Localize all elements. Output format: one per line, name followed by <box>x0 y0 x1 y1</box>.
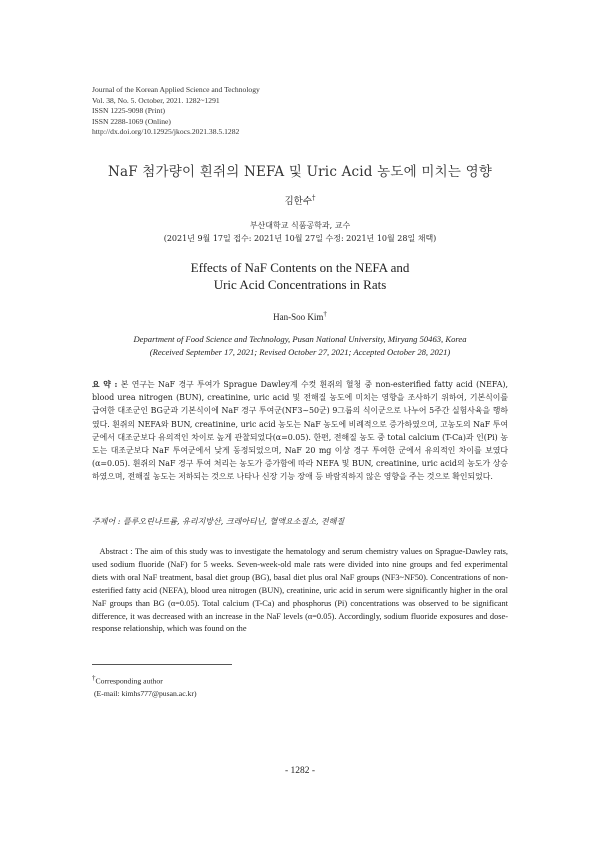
korean-abstract-text: 본 연구는 NaF 경구 투여가 Sprague Dawley계 수컷 흰쥐의 혈청 중 non-esterified fatty acid (NEFA), blood urea nitrogen (BUN), creatinine, uric acid 및 전해질 농도에 미치는 영향을 조사하기 위하여, 기본식이를 급여한 대조군인 BG군과 기본식이에 NaF 경구 투여군(NF3~50군) 9그룹의 식이군으로 나누어 5주간 실험사육을 행하였다. 흰쥐의 NEFA와 BUN, creatinine, uric acid 농도는 NaF 농도에 비례적으로 증가하였으며, 고농도의 NaF 투여군에서 대조군보다 유의적인 차이로 높게 관찰되었다(α=0.05). 한편, 전해질 농도 중 total calcium (T-Ca)과 인(Pi) 농도는 대조군보다 NaF 투여군에서 낮게 동정되었으며, NaF 20 mg 이상 경구 투여한 군에서 유의적인 차이를 보였다(α=0.05). 흰쥐의 NaF 경구 투여 처리는 농도가 증가함에 따라 NEFA 및 BUN, creatinine, uric acid의 농도가 상승하였으며, 전해질 농도는 저하되는 것으로 나타나 신장 기능 장애 등 바람직하지 않은 영향을 주는 것으로 확인되었다. <box>92 380 508 482</box>
footnote-author <box>92 672 197 688</box>
english-author <box>0 310 600 322</box>
korean-title: NaF 첨가량이 흰쥐의 NEFA 및 Uric Acid 농도에 미치는 영향 <box>107 164 493 180</box>
english-affiliation-block <box>0 333 600 358</box>
footnote-email: (E-mail: kimhs777@pusan.ac.kr) <box>94 688 197 698</box>
english-title <box>0 259 600 293</box>
english-author-mark: † <box>323 310 327 318</box>
doi-link[interactable]: http://dx.doi.org/10.12925/jkocs.2021.38.5.1282 <box>92 127 240 137</box>
footnote-label: Corresponding author <box>95 676 163 686</box>
english-title-line2: Uric Acid Concentrations in Rats <box>213 277 387 292</box>
korean-abstract <box>92 378 508 484</box>
english-affiliation: Department of Food Science and Technology, Pusan National University, Miryang 50463, Korea <box>133 334 467 344</box>
issn-online: ISSN 2288-1069 (Online) <box>92 116 171 126</box>
footnote-divider <box>92 664 232 665</box>
korean-abstract-label: 요 약 : <box>92 380 118 389</box>
footnote <box>92 672 197 700</box>
korean-dates: (2021년 9월 17일 접수: 2021년 10월 27일 수정: 2021년 10월 28일 채택) <box>163 233 437 243</box>
korean-affiliation-block <box>0 220 600 245</box>
english-abstract-text: The aim of this study was to investigate the hematology and serum chemistry values on Sprague-Dawley rats, used sodium fluoride (NaF) for 5 weeks. Seven-week-old male rats were divided into nine groups and fed experimental diets with oral NaF treatment, basal diet group (BG), basal diet plus oral NaF groups (NF3~NF50). Concentrations of non-esterified fatty acid (NEFA), blood urea nitrogen (BUN), creatinine, uric acid in serum were significantly higher in the oral NaF groups than BG (α=0.05). Total calcium (T-Ca) and phosphorus (Pi) concentrations was observed to be significant difference, it was decreased with an increase in the NaF levels (α=0.05). Accordingly, sodium fluoride exposures and dose-response relationship, which was found on the <box>92 547 509 634</box>
korean-author-mark: † <box>312 193 316 202</box>
english-author-name: Han-Soo Kim <box>273 312 324 322</box>
english-dates: (Received September 17, 2021; Revised October 27, 2021; Accepted October 28, 2021) <box>149 346 451 357</box>
footnote-mark: † <box>92 674 96 682</box>
korean-author <box>0 193 600 207</box>
journal-volume: Vol. 38, No. 5. October, 2021. 1282~1291 <box>92 95 220 105</box>
page-number: - 1282 - <box>284 766 316 776</box>
journal-name: Journal of the Korean Applied Science and Technology <box>92 85 260 94</box>
korean-author-name: 김한수 <box>284 196 313 207</box>
issn-print: ISSN 1225-9098 (Print) <box>92 106 165 116</box>
english-title-line1: Effects of NaF Contents on the NEFA and <box>190 260 410 275</box>
korean-affiliation: 부산대학교 식품공학과, 교수 <box>249 221 351 230</box>
journal-header <box>92 85 260 138</box>
korean-keywords: 주제어 : 플루오린나트륨, 유리지방산, 크레아티닌, 혈액요소질소, 전해질 <box>92 517 345 526</box>
english-abstract-label: Abstract : <box>99 547 133 556</box>
english-abstract <box>92 546 508 636</box>
